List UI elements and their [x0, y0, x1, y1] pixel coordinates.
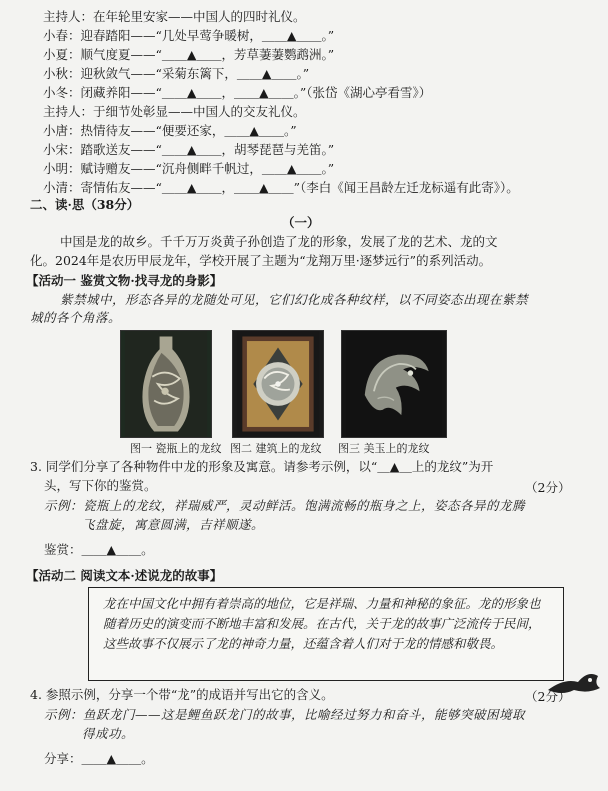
- dragon-vase-image: [120, 330, 212, 438]
- activity-1-line-2: 城的各个角落。: [30, 310, 122, 325]
- activity-1-title: 【活动一 鉴赏文物·找寻龙的身影】: [26, 273, 223, 288]
- q3-answer: 鉴赏：＿＿▲＿＿。: [44, 542, 154, 557]
- q4-example-line-2: 得成功。: [82, 726, 135, 741]
- intro-line-7: 小唐：热情待友——“便要还家，＿＿▲＿＿。”: [43, 123, 297, 138]
- caption-1: 图一 瓷瓶上的龙纹: [130, 442, 222, 455]
- paragraph-line-2: 化。2024年是农历甲辰龙年，学校开展了主题为“龙翔万里·逐梦远行”的系列活动。: [30, 253, 492, 268]
- q3-example-line-2: 飞盘旋，寓意圆满，吉祥顺遂。: [82, 517, 265, 532]
- caption-2: 图二 建筑上的龙纹: [230, 442, 322, 455]
- q4-score: （2分）: [525, 689, 571, 704]
- activity-2-title: 【活动二 阅读文本·述说龙的故事】: [26, 568, 223, 583]
- q3-line-1: 3. 同学们分享了各种物件中龙的形象及寓意。请参考示例，以“＿▲＿上的龙纹”为开: [30, 459, 494, 474]
- paragraph-line-1: 中国是龙的故乡。千千万万炎黄子孙创造了龙的形象，发展了龙的艺术、龙的文: [60, 234, 498, 249]
- intro-line-4: 小秋：迎秋敛气——“采菊东篱下，＿＿▲＿＿。”: [43, 66, 310, 81]
- q3-line-2: 头，写下你的鉴赏。: [44, 478, 157, 493]
- intro-line-5: 小冬：闭藏养阳——“＿＿▲＿＿，＿＿▲＿＿。”（张岱《湖心亭看雪》）: [43, 85, 432, 100]
- q3-score: （2分）: [525, 480, 571, 495]
- q3-example-line-1: 示例：瓷瓶上的龙纹，祥瑞威严，灵动鲜活。饱满流畅的瓶身之上，姿态各异的龙腾: [44, 498, 526, 513]
- intro-line-3: 小夏：顺气度夏——“＿＿▲＿＿，芳草萋萋鹦鹉洲。”: [43, 47, 335, 62]
- dragon-story-text: 龙在中国文化中拥有着崇高的地位，它是祥瑞、力量和神秘的象征。龙的形象也随着历史的演变而不断地丰富和发展。在古代，关于龙的故事广泛流传于民间，这些故事不仅展示了龙的神奇力量，还蕴含着人们对于龙的情感和敬畏。: [103, 596, 541, 651]
- intro-line-1: 主持人：在年轮里安家——中国人的四时礼仪。: [43, 9, 306, 24]
- dragon-jade-image: [341, 330, 447, 438]
- intro-line-8: 小宋：踏歌送友——“＿＿▲＿＿，胡琴琵琶与羌笛。”: [43, 142, 335, 157]
- dragon-story-scroll: [88, 587, 564, 681]
- q4-example-line-1: 示例：鱼跃龙门——这是鲤鱼跃龙门的故事，比喻经过努力和奋斗，能够突破困境取: [44, 707, 526, 722]
- intro-line-6: 主持人：于细节处彰显——中国人的交友礼仪。: [43, 104, 306, 119]
- caption-3: 图三 美玉上的龙纹: [338, 442, 430, 455]
- q4-answer: 分享：＿＿▲＿＿。: [44, 751, 154, 766]
- dragon-architecture-image: [232, 330, 324, 438]
- q4-line: 4. 参照示例，分享一个带“龙”的成语并写出它的含义。: [30, 687, 334, 702]
- section-title: 二、读·思（38分）: [30, 197, 140, 212]
- intro-line-10: 小清：寄情佑友——“＿＿▲＿＿，＿＿▲＿＿”（李白《闻王昌龄左迁龙标遥有此寄》）。: [43, 180, 519, 195]
- part-number: （一）: [282, 215, 320, 230]
- activity-1-line-1: 紫禁城中，形态各异的龙随处可见，它们幻化成各种纹样，以不同姿态出现在紫禁: [60, 292, 529, 307]
- intro-line-2: 小春：迎春踏阳——“几处早莺争暖树，＿＿▲＿＿。”: [43, 28, 335, 43]
- intro-line-9: 小明：赋诗赠友——“沉舟侧畔千帆过，＿＿▲＿＿。”: [43, 161, 335, 176]
